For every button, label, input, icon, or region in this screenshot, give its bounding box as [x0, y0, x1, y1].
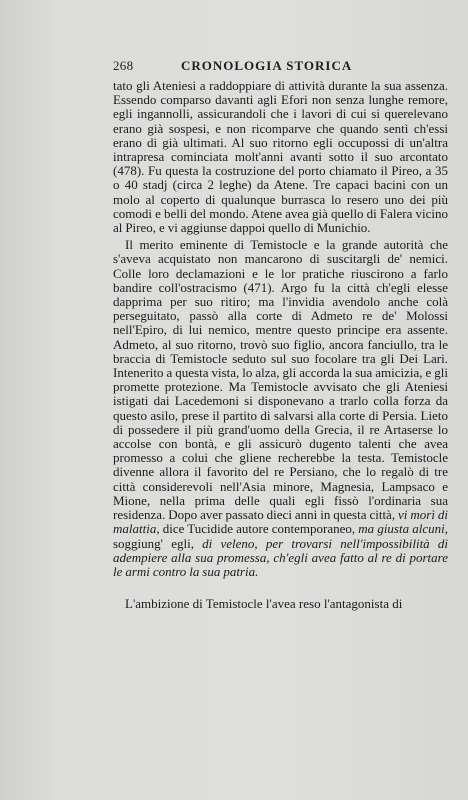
paragraph-ambizione: L'ambizione di Temistocle l'avea reso l'antagonista di [125, 596, 403, 611]
paragraph-text: , dice Tucidide autore contemporaneo, [156, 521, 356, 537]
italic-quote-2: ma giusta alcuni [358, 521, 445, 537]
italic-quote-1: vi morì di malattia [113, 507, 448, 537]
page-number: 268 [113, 58, 134, 73]
running-head: CRONOLOGIA STORICA [181, 58, 353, 73]
body-text [113, 79, 448, 582]
italic-quote-3: di veleno, per trovarsi nell'impossibilità di adempiere alla sua promessa, ch'egli avea fatto al re di portare le armi contro la sua patria. [113, 535, 448, 579]
page-header [113, 58, 448, 74]
paragraph-text: Il merito eminente di Temistocle e la grande autorità che s'aveva acquistato non mancarono di suscitargli de' nemici. Colle loro declamazioni e le lor pratiche riuscirono a farlo bandire coll'ostracismo (471). Argo fu la città ch'egli elesse dapprima per suo ritiro; ma l'invidia avendolo anche colà perseguitato, passò alla corte di Admeto re de' Molossi nell'Epiro, di lui nemico, mentre questo principe era assente. Admeto, al suo ritorno, trovò suo figlio, ancora fanciullo, tra le braccia di Temistocle seduto sul suo focolare tra gli Dei Lari. Intenerito a questa vista, lo alza, gli accorda la sua amicizia, e gli promette protezione. Ma Temistocle avvisato che gli Ateniesi istigati dai Lacedemoni si disponevano a trarlo colla forza da questo asilo, prese il partito di salvarsi alla corte di Persia. Lieto di possedere il più grand'uomo della Grecia, il re Artaserse lo accolse con bontà, e gli assicurò dugento talenti che avea promesso a colui che gliene recherebbe la testa. Temistocle divenne allora il favorito del re Persiano, che lo regalò di tre città considerevoli nell'Asia minore, Magnesia, Lampsaco e Mione, nella prima delle quali egli fissò l'ordinaria sua residenza. Dopo aver passato dieci anni in questa città, [113, 237, 448, 523]
paragraph-text: , soggiung' egli, [113, 521, 448, 551]
paragraph-continuation: tato gli Ateniesi a raddoppiare di attività durante la sua assenza. Essendo comparso davanti agli Efori non senza lunghe remore, egli ingannolli, assicurandoli che i lavori di cui si querelevano erano già sospesi, e non ricomparve che quando sentì ch'essi erano di già ultimati. Al suo ritorno egli occupossi di un'altra intrapresa cominciata molt'anni avanti sotto il suo arcontato (478). Fu questa la costruzione del porto chiamato il Pireo, a 35 o 40 stadj (circa 2 leghe) da Atene. Tre capaci bacini con un molo al coperto di qualunque burrasca lo resero uno dei più comodi e belli del mondo. Atene avea già quello di Falera vicino al Pireo, e vi aggiunse dappoi quello di Munichio. [113, 78, 448, 236]
paragraph-temistocle [113, 238, 448, 579]
